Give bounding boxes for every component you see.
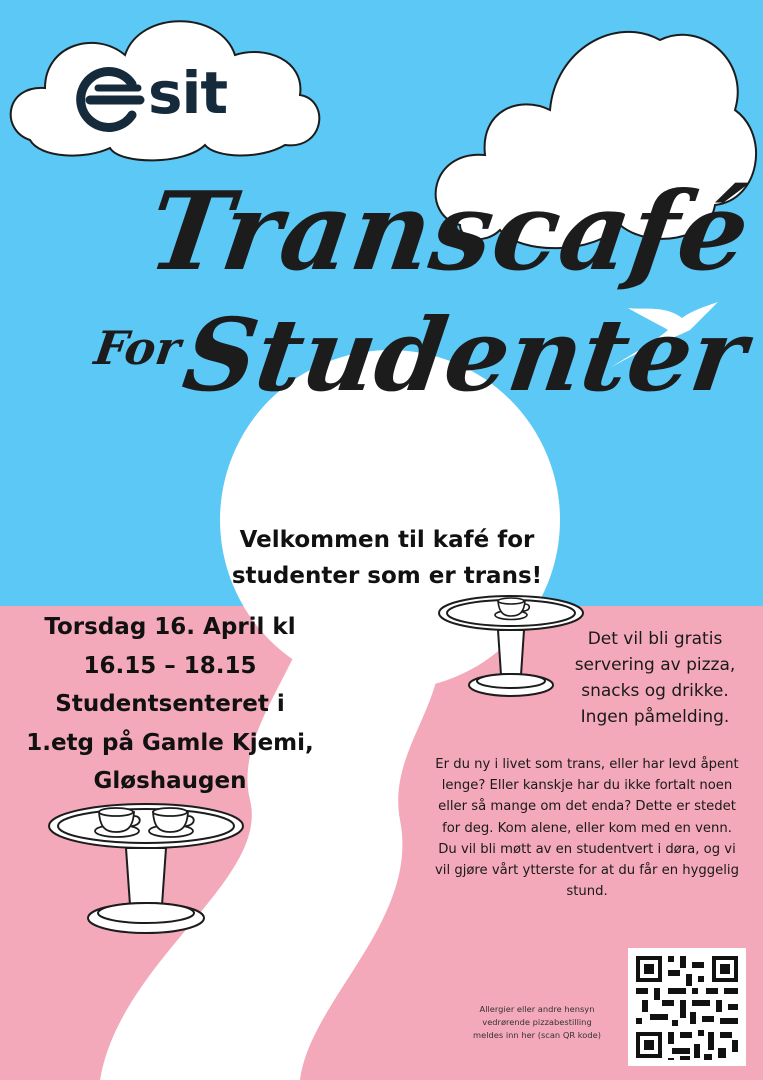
title-for: For [91, 321, 184, 375]
info-line: stund. [566, 884, 608, 900]
info-line: eller så mange om det enda? Dette er stedet [438, 799, 736, 815]
event-details [10, 608, 330, 801]
info-line: vil gjøre vårt ytterste for at du får en hyggelig [435, 863, 739, 879]
info-line: for deg. Kom alene, eller kom med en venn. [442, 820, 732, 836]
welcome-line: studenter som er trans! [231, 563, 543, 589]
title-transcafe: Transcafé [141, 169, 758, 295]
food-line: servering av pizza, [574, 655, 736, 675]
event-line: Studentsenteret i [55, 691, 285, 717]
info-line: Du vil bli møtt av en studentvert i døra, og vi [438, 841, 736, 857]
welcome-text [222, 522, 552, 594]
allergy-line: Allergier eller andre hensyn [479, 1004, 595, 1014]
title-studenter: Studenter [176, 296, 754, 414]
food-line: Ingen påmelding. [580, 707, 730, 727]
event-line: 16.15 – 18.15 [83, 652, 257, 679]
allergy-note [458, 1003, 616, 1042]
qr-code [628, 948, 746, 1066]
sit-logo-text: sit [148, 59, 228, 127]
food-info [555, 626, 755, 730]
allergy-line: vedrørende pizzabestilling [482, 1017, 592, 1027]
allergy-line: meldes inn her (scan QR kode) [473, 1030, 601, 1040]
info-line: Er du ny i livet som trans, eller har levd åpent [435, 757, 739, 772]
welcome-line: Velkommen til kafé for [239, 527, 535, 553]
event-line: Torsdag 16. April kl [44, 614, 296, 640]
cup-right [495, 598, 529, 620]
event-line: Gløshaugen [93, 768, 247, 794]
event-line: 1.etg på Gamle Kjemi, [26, 729, 314, 756]
info-line: lenge? Eller kanskje har du ikke fortalt noen [441, 778, 733, 794]
food-line: Det vil bli gratis [587, 629, 723, 649]
food-line: snacks og drikke. [581, 681, 729, 701]
info-paragraph [418, 754, 756, 902]
